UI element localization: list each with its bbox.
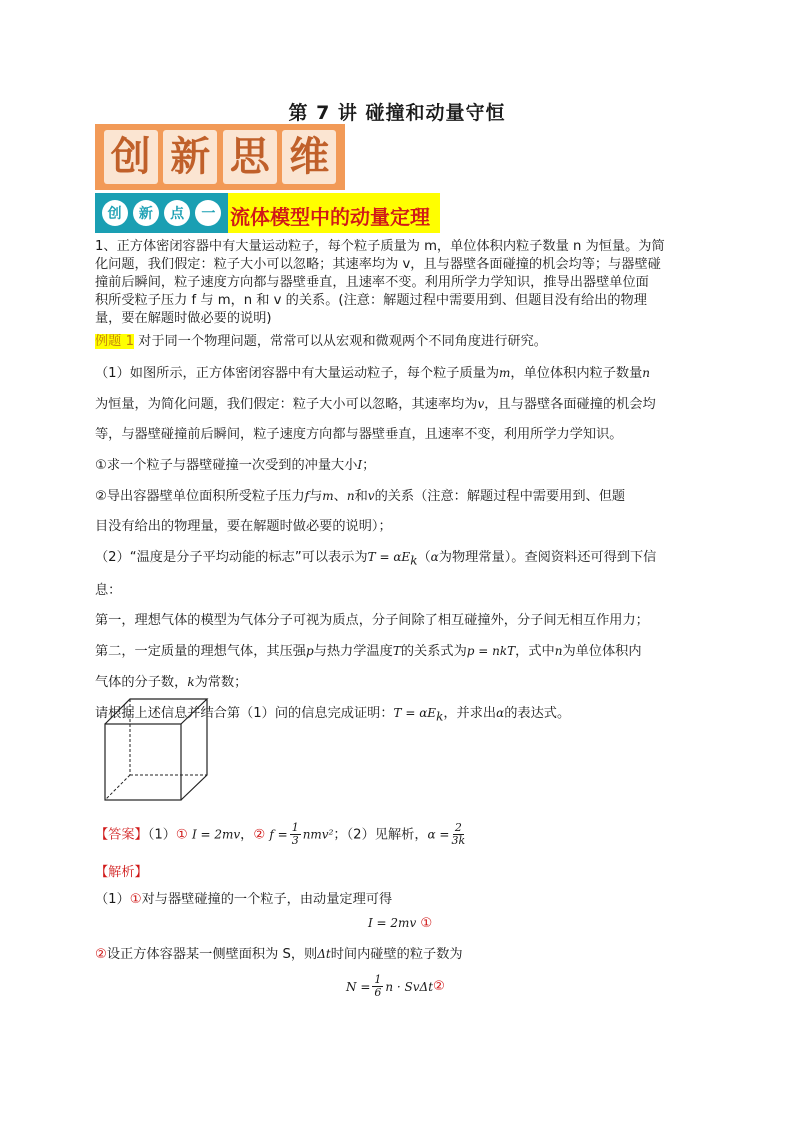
text-segment: 设正方体容器某一侧壁面积为 S，则 (106, 947, 318, 962)
fraction-numerator: 1 (291, 821, 299, 834)
text-segment: ②导出容器壁单位面积所受粒子压力 (95, 489, 305, 504)
text-segment: 第二，一定质量的理想气体，其压强 (95, 643, 306, 659)
text-segment: （1） (147, 827, 176, 843)
text-segment: 气体的分子数， (95, 674, 188, 690)
question-2 (95, 481, 700, 512)
text-line (95, 667, 700, 698)
text-segment: 请根据上述信息并结合第（1）问的信息完成证明： (95, 705, 394, 721)
var-n: n (554, 643, 563, 658)
text-segment: 、 (333, 489, 347, 504)
fraction-denominator: 3k (451, 834, 466, 847)
subscript: k (410, 553, 418, 568)
text-segment: 为恒量，为简化问题，我们假定：粒子大小可以忽略，其速率均为 (95, 397, 478, 412)
question-1 (95, 450, 700, 481)
badge-circle: 点 (164, 200, 190, 226)
text-segment: 为单位体积内 (562, 643, 642, 659)
circled-number: ② (95, 947, 107, 962)
example-label: 例题 1 (95, 334, 134, 349)
circled-number: ② (253, 827, 266, 843)
fraction (290, 822, 301, 847)
text-segment: ，且与器壁各面碰撞的机会均 (484, 397, 656, 412)
fraction (452, 822, 466, 847)
answer-label: 【答案】 (95, 827, 148, 843)
text-segment: 为物理常量）。查阅资料还可得到下信 (438, 550, 657, 565)
cube-diagram (100, 697, 212, 805)
text-segment: 的关系（注意：解题过程中需要用到、但题 (374, 489, 626, 504)
example-body (95, 358, 700, 731)
subscript: k (436, 709, 444, 724)
fraction-denominator: 6 (374, 986, 382, 999)
text-segment: 的表达式。 (504, 705, 571, 721)
formula: I = 2mv (368, 916, 417, 930)
example-line (95, 331, 700, 353)
circled-number: ① (175, 827, 188, 843)
circled-number: ① (420, 916, 433, 931)
example-text: 对于同一个物理问题，常常可以从宏观和微观两个不同角度进行研究。 (133, 334, 547, 349)
text-segment: ；（2）见解析， (333, 827, 428, 843)
topic-heading: 流体模型中的动量定理 (228, 193, 440, 233)
var-p: p (306, 643, 314, 658)
text-segment: ，单位体积内粒子数量 (510, 366, 643, 381)
analysis-line (95, 888, 392, 907)
text-segment: ，并求出 (443, 705, 497, 721)
text-line (95, 636, 700, 667)
var-v: v (367, 489, 375, 503)
text-segment: 的关系式为 (400, 643, 467, 659)
formula: p = nkT (466, 643, 516, 658)
circled-number: ① (129, 892, 142, 907)
equation-2 (346, 974, 445, 999)
badge-circle: 新 (133, 200, 159, 226)
var-I: I (357, 458, 363, 472)
text-segment: 与热力学温度 (313, 643, 393, 659)
fraction-numerator: 1 (374, 973, 382, 986)
text-line: 息： (95, 582, 122, 598)
text-segment: ； (362, 458, 376, 473)
var-m: m (499, 366, 511, 380)
text-segment: 为常数； (194, 674, 248, 690)
formula: nmv² (302, 827, 334, 842)
var-k: k (187, 674, 195, 689)
banner-char: 新 (163, 130, 217, 184)
formula: N = (346, 979, 371, 994)
var-T: T (392, 643, 401, 658)
text-line (95, 389, 700, 420)
formula: f = (269, 827, 288, 842)
var-v: v (477, 397, 485, 411)
text-segment: 与 (309, 489, 323, 504)
fraction-numerator: 2 (454, 821, 462, 834)
badge-circle: 创 (102, 200, 128, 226)
banner-char: 创 (104, 130, 158, 184)
text-segment: ①求一个粒子与器壁碰撞一次受到的冲量大小 (95, 458, 358, 473)
text-line: 第一，理想气体的模型为气体分子可视为质点，分子间除了相互碰撞外，分子间无相互作用力； (95, 612, 649, 628)
text-segment: 时间内碰壁的粒子数为 (330, 947, 463, 962)
var-alpha: α (430, 550, 439, 564)
badge-circle: 一 (195, 200, 221, 226)
analysis-label: 【解析】 (95, 865, 148, 880)
text-segment: ，式中 (515, 643, 555, 659)
text-line (95, 358, 700, 389)
fraction (372, 974, 383, 999)
page-title: 第 7 讲 碰撞和动量守恒 (288, 102, 506, 124)
text-line: 量，要在解题时做必要的说明) (95, 311, 272, 326)
text-segment: ， (240, 827, 254, 843)
text-line: 化问题，我们假定：粒子大小可以忽略；其速率均为 v，且与器壁各面碰撞的机会均等；与器壁碰 (95, 257, 661, 272)
text-line: 目没有给出的物理量，要在解题时做必要的说明）； (95, 519, 392, 534)
text-line: 撞前后瞬间，粒子速度方向都与器壁垂直，且速率不变。利用所学力学知识，推导出器壁单位面 (95, 275, 649, 290)
innovation-point-badge (95, 193, 228, 233)
var-n: n (346, 489, 355, 503)
var-n: n (642, 366, 651, 380)
text-line: 积所受粒子压力 f 与 m，n 和 v 的关系。(注意：解题过程中需要用到、但题目没有给出的物理 (95, 293, 647, 308)
formula: Δt (317, 947, 331, 961)
analysis-line (95, 943, 463, 962)
part-2-line (95, 542, 700, 576)
banner-char: 思 (223, 130, 277, 184)
text-segment: 和 (354, 489, 368, 504)
innovation-banner (95, 124, 345, 190)
text-segment: （1）如图所示，正方体密闭容器中有大量运动粒子，每个粒子质量为 (95, 366, 500, 381)
problem-intro (95, 238, 700, 328)
equation-1 (368, 916, 432, 931)
banner-char: 维 (282, 130, 336, 184)
answer-line (95, 822, 467, 847)
formula: T = αE (393, 705, 437, 720)
text-segment: 对与器壁碰撞的一个粒子，由动量定理可得 (141, 892, 393, 907)
text-line: 等，与器壁碰撞前后瞬间，粒子速度方向都与器壁垂直，且速率不变，利用所学力学知识。 (95, 427, 623, 442)
formula: T = αE (367, 550, 411, 564)
circled-number: ② (433, 979, 445, 994)
text-segment: （1） (95, 892, 130, 907)
cube-edges (105, 699, 207, 800)
text-segment: （ (417, 550, 431, 565)
var-alpha: α (496, 705, 505, 720)
formula: n · SvΔt (385, 979, 434, 994)
var-f: f (304, 489, 310, 503)
text-segment: （2）“温度是分子平均动能的标志”可以表示为 (95, 550, 368, 565)
fraction-denominator: 3 (291, 834, 299, 847)
formula: α = (427, 827, 450, 842)
var-m: m (322, 489, 334, 503)
text-line: 1、正方体密闭容器中有大量运动粒子，每个粒子质量为 m，单位体积内粒子数量 n 为恒量。为简 (95, 239, 665, 254)
formula: I = 2mv (191, 827, 241, 842)
